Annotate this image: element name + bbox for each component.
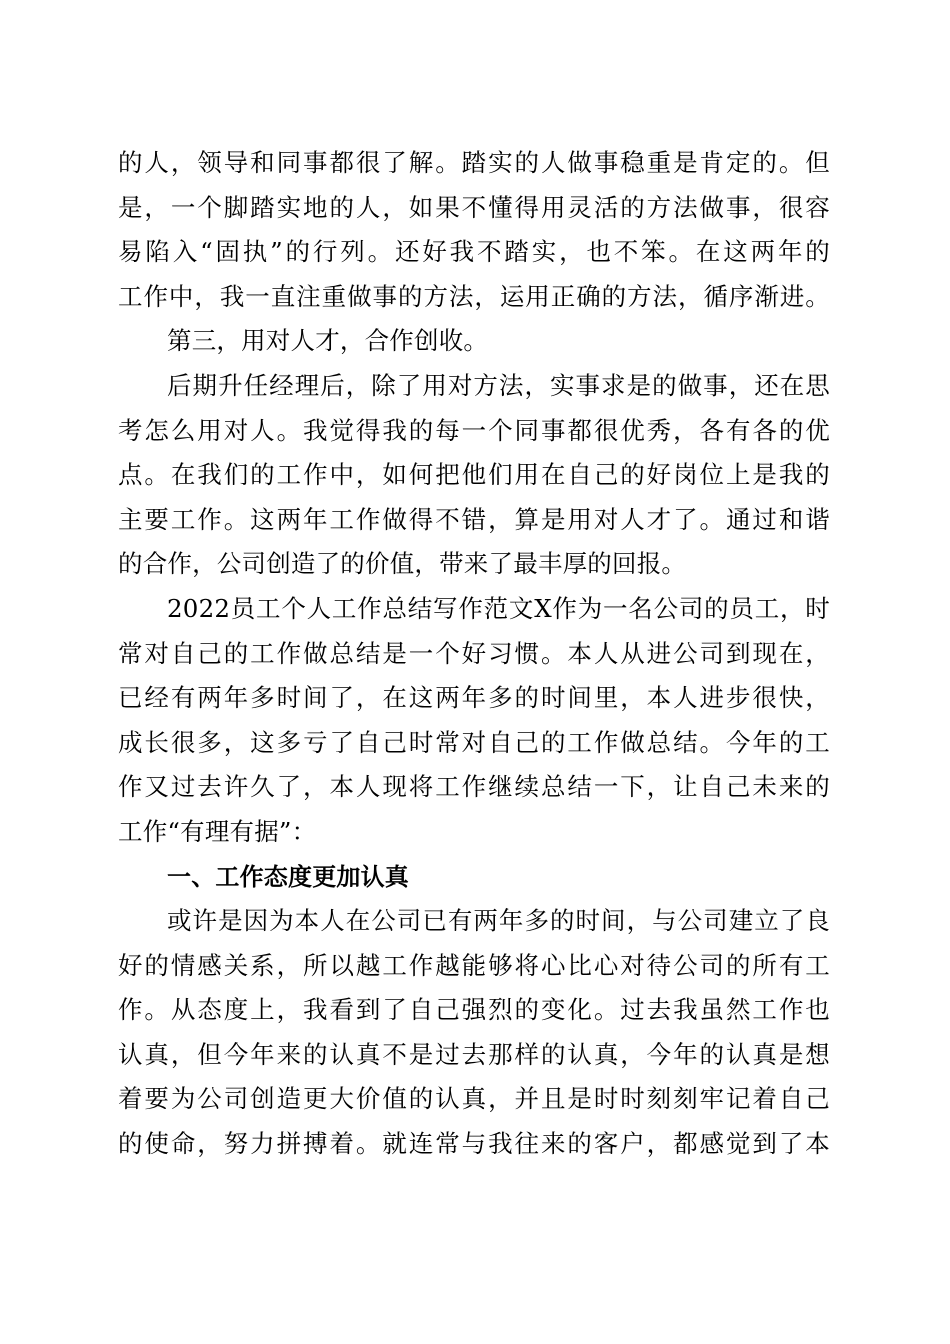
text-line: 作又过去许久了，本人现将工作继续总结一下，让自己未来的 <box>118 772 830 802</box>
text-line: 点。在我们的工作中，如何把他们用在自己的好岗位上是我的 <box>118 460 830 490</box>
text-line: 常对自己的工作做总结是一个好习惯。本人从进公司到现在， <box>118 638 830 668</box>
section-heading: 一、工作态度更加认真 <box>167 862 409 891</box>
text-line: 作。从态度上，我看到了自己强烈的变化。过去我虽然工作也 <box>118 995 830 1025</box>
text-line: 的使命，努力拼搏着。就连常与我往来的客户，都感觉到了本 <box>118 1129 830 1159</box>
text-line: 着要为公司创造更大价值的认真，并且是时时刻刻牢记着自己 <box>118 1084 830 1114</box>
text-line: 认真，但今年来的认真不是过去那样的认真，今年的认真是想 <box>118 1039 830 1069</box>
text-line: 的合作，公司创造了的价值，带来了最丰厚的回报。 <box>118 549 687 579</box>
text-line: 后期升任经理后，除了用对方法，实事求是的做事，还在思 <box>167 370 830 400</box>
text-line: 已经有两年多时间了，在这两年多的时间里，本人进步很快， <box>118 683 830 713</box>
section-subtitle: 第三，用对人才，合作创收。 <box>167 326 489 356</box>
text-line: 或许是因为本人在公司已有两年多的时间，与公司建立了良 <box>167 906 830 936</box>
text-line: 2022员工个人工作总结写作范文X作为一名公司的员工，时 <box>167 593 830 623</box>
text-line: 是，一个脚踏实地的人，如果不懂得用灵活的方法做事，很容 <box>118 192 830 222</box>
text-line: 的人，领导和同事都很了解。踏实的人做事稳重是肯定的。但 <box>118 148 830 177</box>
text-line: 主要工作。这两年工作做得不错，算是用对人才了。通过和谐 <box>118 504 830 534</box>
text-line: 好的情感关系，所以越工作越能够将心比心对待公司的所有工 <box>118 950 830 980</box>
document-page <box>118 141 830 1167</box>
text-line: 工作中，我一直注重做事的方法，运用正确的方法，循序渐进。 <box>118 281 830 311</box>
text-line: 易陷入“固执”的行列。还好我不踏实，也不笨。在这两年的 <box>118 237 830 267</box>
text-line: 考怎么用对人。我觉得我的每一个同事都很优秀，各有各的优 <box>118 415 830 445</box>
text-line: 成长很多，这多亏了自己时常对自己的工作做总结。今年的工 <box>118 727 830 757</box>
text-line: 工作“有理有据”： <box>118 816 317 846</box>
